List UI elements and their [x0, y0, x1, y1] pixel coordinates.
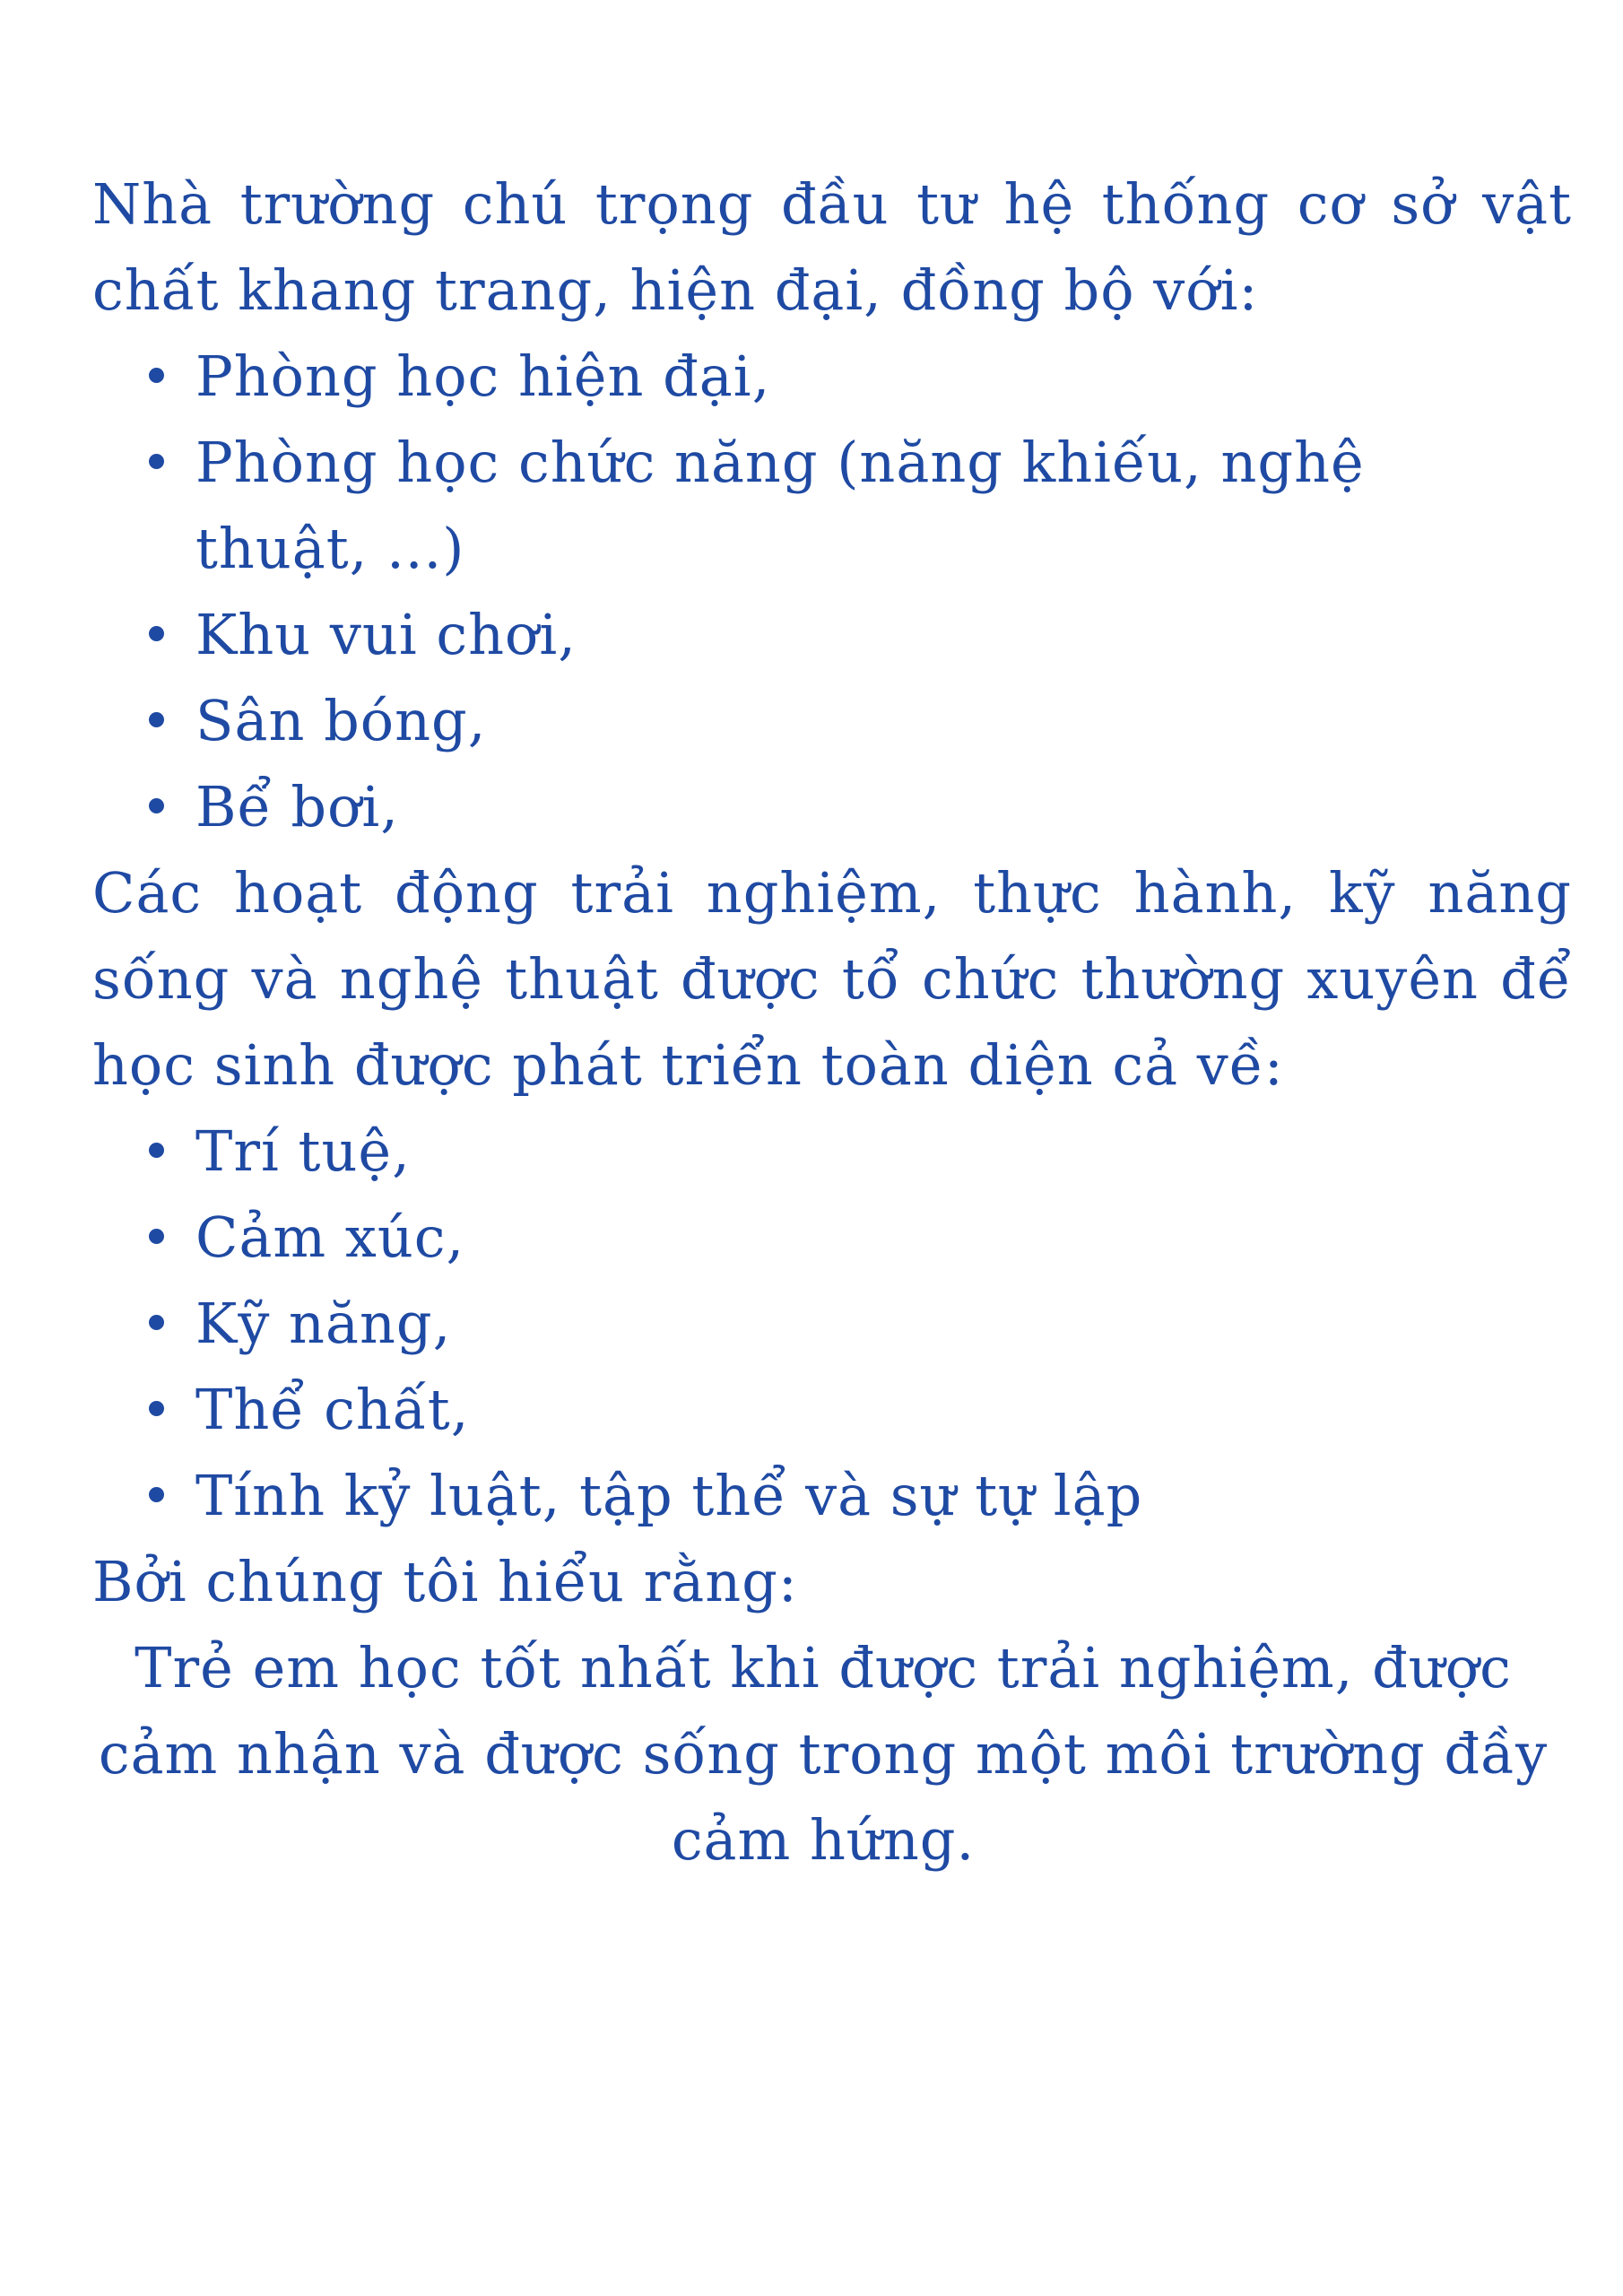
list-item [92, 1195, 1572, 1281]
bullet-icon [149, 798, 164, 813]
activities-intro: Các hoạt động trải nghiệm, thực hành, kỹ năng sống và nghệ thuật được tổ chức thường xuyên để học sinh được phát triển toàn diện cả về: [92, 860, 1572, 1098]
bullet-icon [149, 1401, 164, 1416]
list-item-text: Sân bóng, [195, 688, 487, 753]
list-item [92, 1281, 1572, 1367]
bullet-icon [149, 712, 164, 727]
list-item [92, 1367, 1572, 1453]
closing-statement: Trẻ em học tốt nhất khi được trải nghiệm, được cảm nhận và được sống trong một môi trường đầy cảm hứng. [98, 1635, 1549, 1873]
bullet-icon [149, 1315, 164, 1330]
list-item [92, 1453, 1572, 1539]
list-item [92, 764, 1572, 850]
list-item-text: Phòng học chức năng (năng khiếu, nghệ thuật, ...) [195, 430, 1365, 581]
list-item-text: Phòng học hiện đại, [195, 344, 771, 409]
bullet-icon [149, 1229, 164, 1244]
facilities-list [92, 334, 1572, 850]
closing-lead: Bởi chúng tôi hiểu rằng: [92, 1549, 798, 1614]
list-item-text: Cảm xúc, [195, 1205, 465, 1270]
list-item-text: Trí tuệ, [195, 1118, 411, 1184]
list-item [92, 592, 1572, 678]
bullet-icon [149, 454, 164, 469]
facilities-intro: Nhà trường chú trọng đầu tư hệ thống cơ sở vật chất khang trang, hiện đại, đồng bộ với: [92, 171, 1572, 323]
list-item [92, 334, 1572, 420]
bullet-icon [149, 368, 164, 383]
list-item [92, 678, 1572, 764]
list-item [92, 1109, 1572, 1195]
list-item-text: Tính kỷ luật, tập thể và sự tự lập [195, 1463, 1143, 1528]
list-item-text: Kỹ năng, [195, 1291, 452, 1356]
list-item-text: Bể bơi, [195, 774, 399, 839]
bullet-icon [149, 1143, 164, 1158]
list-item-text: Thể chất, [195, 1377, 470, 1442]
bullet-icon [149, 626, 164, 641]
list-item [92, 420, 1572, 592]
document-body [92, 161, 1572, 1883]
list-item-text: Khu vui chơi, [195, 602, 577, 667]
bullet-icon [149, 1487, 164, 1502]
activities-list [92, 1109, 1572, 1539]
